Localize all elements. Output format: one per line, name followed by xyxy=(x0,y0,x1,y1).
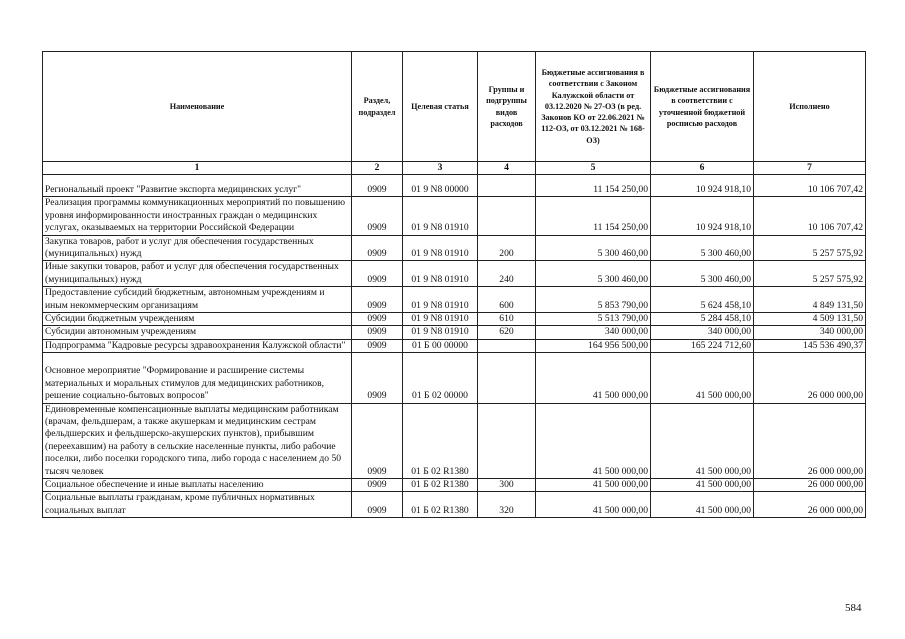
row-expense-group xyxy=(478,339,536,352)
row-executed-amount: 26 000 000,00 xyxy=(754,353,866,403)
row-target-article: 01 9 N8 01910 xyxy=(403,235,478,261)
row-section-code: 0909 xyxy=(352,261,403,287)
row-expense-group xyxy=(478,353,536,403)
table-row xyxy=(43,261,866,287)
row-target-article: 01 9 N8 01910 xyxy=(403,326,478,339)
row-executed-amount: 4 509 131,50 xyxy=(754,313,866,326)
table-row xyxy=(43,339,866,352)
row-law-allocation: 41 500 000,00 xyxy=(536,353,651,403)
header-expense-group: Группы и подгруппы видов расходов xyxy=(478,52,536,162)
header-executed: Исполнено xyxy=(754,52,866,162)
header-section: Раздел, подраздел xyxy=(352,52,403,162)
row-expense-group: 240 xyxy=(478,261,536,287)
row-name: Закупка товаров, работ и услуг для обеспечения государственных (муниципальных) нужд xyxy=(43,235,352,261)
budget-table-sheet xyxy=(42,51,865,518)
row-executed-amount: 340 000,00 xyxy=(754,326,866,339)
row-executed-amount: 145 536 490,37 xyxy=(754,339,866,352)
row-expense-group: 610 xyxy=(478,313,536,326)
row-target-article: 01 Б 02 R1380 xyxy=(403,403,478,478)
row-expense-group xyxy=(478,184,536,197)
row-section-code: 0909 xyxy=(352,492,403,518)
budget-execution-table xyxy=(42,51,866,518)
row-name: Социальное обеспечение и иные выплаты населению xyxy=(43,478,352,491)
table-body xyxy=(43,175,866,518)
column-number: 6 xyxy=(651,162,754,175)
row-law-allocation: 41 500 000,00 xyxy=(536,478,651,491)
table-row xyxy=(43,478,866,491)
row-target-article: 01 Б 02 R1380 xyxy=(403,492,478,518)
row-executed-amount: 5 257 575,92 xyxy=(754,261,866,287)
row-executed-amount: 4 849 131,50 xyxy=(754,287,866,313)
row-section-code: 0909 xyxy=(352,403,403,478)
row-law-allocation: 5 853 790,00 xyxy=(536,287,651,313)
table-row xyxy=(43,403,866,478)
column-number: 1 xyxy=(43,162,352,175)
row-executed-amount: 5 257 575,92 xyxy=(754,235,866,261)
header-law-allocation: Бюджетные ассигнования в соответствии с Законом Калужской области от 03.12.2020 № 27-ОЗ (в ред. Законов КО от 22.06.2021 № 112-ОЗ, от 03.12.2021 № 168-ОЗ) xyxy=(536,52,651,162)
row-law-allocation: 164 956 500,00 xyxy=(536,339,651,352)
row-executed-amount: 10 106 707,42 xyxy=(754,197,866,235)
row-section-code: 0909 xyxy=(352,197,403,235)
row-section-code: 0909 xyxy=(352,235,403,261)
row-expense-group xyxy=(478,197,536,235)
table-row xyxy=(43,326,866,339)
row-roster-allocation: 165 224 712,60 xyxy=(651,339,754,352)
row-name: Подпрограмма "Кадровые ресурсы здравоохранения Калужской области" xyxy=(43,339,352,352)
row-executed-amount: 26 000 000,00 xyxy=(754,478,866,491)
row-section-code: 0909 xyxy=(352,184,403,197)
spacer-row xyxy=(43,175,866,185)
row-law-allocation: 5 300 460,00 xyxy=(536,235,651,261)
row-target-article: 01 9 N8 01910 xyxy=(403,197,478,235)
row-roster-allocation: 41 500 000,00 xyxy=(651,478,754,491)
header-target-article: Целевая статья xyxy=(403,52,478,162)
row-roster-allocation: 10 924 918,10 xyxy=(651,184,754,197)
header-name: Наименование xyxy=(43,52,352,162)
row-expense-group: 600 xyxy=(478,287,536,313)
row-section-code: 0909 xyxy=(352,326,403,339)
row-target-article: 01 9 N8 01910 xyxy=(403,261,478,287)
row-law-allocation: 5 300 460,00 xyxy=(536,261,651,287)
row-target-article: 01 Б 00 00000 xyxy=(403,339,478,352)
row-roster-allocation: 5 300 460,00 xyxy=(651,261,754,287)
table-row xyxy=(43,287,866,313)
row-name: Субсидии автономным учреждениям xyxy=(43,326,352,339)
row-name: Субсидии бюджетным учреждениям xyxy=(43,313,352,326)
header-roster-allocation: Бюджетные ассигнования в соответствии с уточненной бюджетной росписью расходов xyxy=(651,52,754,162)
row-name: Иные закупки товаров, работ и услуг для обеспечения государственных (муниципальных) нужд xyxy=(43,261,352,287)
table-row xyxy=(43,492,866,518)
row-expense-group xyxy=(478,403,536,478)
row-name: Предоставление субсидий бюджетным, автономным учреждениям и иным некоммерческим организациям xyxy=(43,287,352,313)
row-executed-amount: 26 000 000,00 xyxy=(754,492,866,518)
row-name: Единовременные компенсационные выплаты медицинским работникам (врачам, фельдшерам, а также акушеркам и медицинским сестрам фельдшерских и фельдшерско-акушерских пунктов), прибывшим (переехавшим) на работу в сельские населенные пункты, либо рабочие поселки, либо поселки городского типа, либо города с населением до 50 тысяч человек xyxy=(43,403,352,478)
row-law-allocation: 5 513 790,00 xyxy=(536,313,651,326)
table-row xyxy=(43,353,866,403)
row-expense-group: 300 xyxy=(478,478,536,491)
row-roster-allocation: 41 500 000,00 xyxy=(651,492,754,518)
row-roster-allocation: 41 500 000,00 xyxy=(651,353,754,403)
row-section-code: 0909 xyxy=(352,313,403,326)
row-executed-amount: 26 000 000,00 xyxy=(754,403,866,478)
row-law-allocation: 11 154 250,00 xyxy=(536,197,651,235)
row-target-article: 01 Б 02 R1380 xyxy=(403,478,478,491)
row-target-article: 01 9 N8 01910 xyxy=(403,287,478,313)
row-section-code: 0909 xyxy=(352,287,403,313)
row-roster-allocation: 5 284 458,10 xyxy=(651,313,754,326)
row-name: Социальные выплаты гражданам, кроме публичных нормативных социальных выплат xyxy=(43,492,352,518)
row-target-article: 01 9 N8 01910 xyxy=(403,313,478,326)
row-target-article: 01 9 N8 00000 xyxy=(403,184,478,197)
row-expense-group: 620 xyxy=(478,326,536,339)
row-roster-allocation: 41 500 000,00 xyxy=(651,403,754,478)
row-expense-group: 320 xyxy=(478,492,536,518)
table-row xyxy=(43,313,866,326)
header-row xyxy=(43,52,866,162)
row-roster-allocation: 5 624 458,10 xyxy=(651,287,754,313)
column-number: 5 xyxy=(536,162,651,175)
row-law-allocation: 11 154 250,00 xyxy=(536,184,651,197)
row-section-code: 0909 xyxy=(352,353,403,403)
table-row xyxy=(43,184,866,197)
row-roster-allocation: 340 000,00 xyxy=(651,326,754,339)
column-number: 2 xyxy=(352,162,403,175)
page-number: 584 xyxy=(845,602,862,614)
table-row xyxy=(43,197,866,235)
row-section-code: 0909 xyxy=(352,478,403,491)
column-number-row xyxy=(43,162,866,175)
row-name: Реализация программы коммуникационных мероприятий по повышению уровня информированности иностранных граждан о медицинских услугах, оказываемых на территории Российской Федерации xyxy=(43,197,352,235)
row-roster-allocation: 5 300 460,00 xyxy=(651,235,754,261)
row-roster-allocation: 10 924 918,10 xyxy=(651,197,754,235)
table-row xyxy=(43,235,866,261)
column-number: 7 xyxy=(754,162,866,175)
row-law-allocation: 41 500 000,00 xyxy=(536,492,651,518)
column-number: 3 xyxy=(403,162,478,175)
row-section-code: 0909 xyxy=(352,339,403,352)
row-expense-group: 200 xyxy=(478,235,536,261)
row-name: Основное мероприятие "Формирование и расширение системы материальных и моральных стимулов для медицинских работников, решение социально-бытовых вопросов" xyxy=(43,353,352,403)
column-number: 4 xyxy=(478,162,536,175)
row-target-article: 01 Б 02 00000 xyxy=(403,353,478,403)
row-law-allocation: 41 500 000,00 xyxy=(536,403,651,478)
row-executed-amount: 10 106 707,42 xyxy=(754,184,866,197)
row-law-allocation: 340 000,00 xyxy=(536,326,651,339)
row-name: Региональный проект "Развитие экспорта медицинских услуг" xyxy=(43,184,352,197)
